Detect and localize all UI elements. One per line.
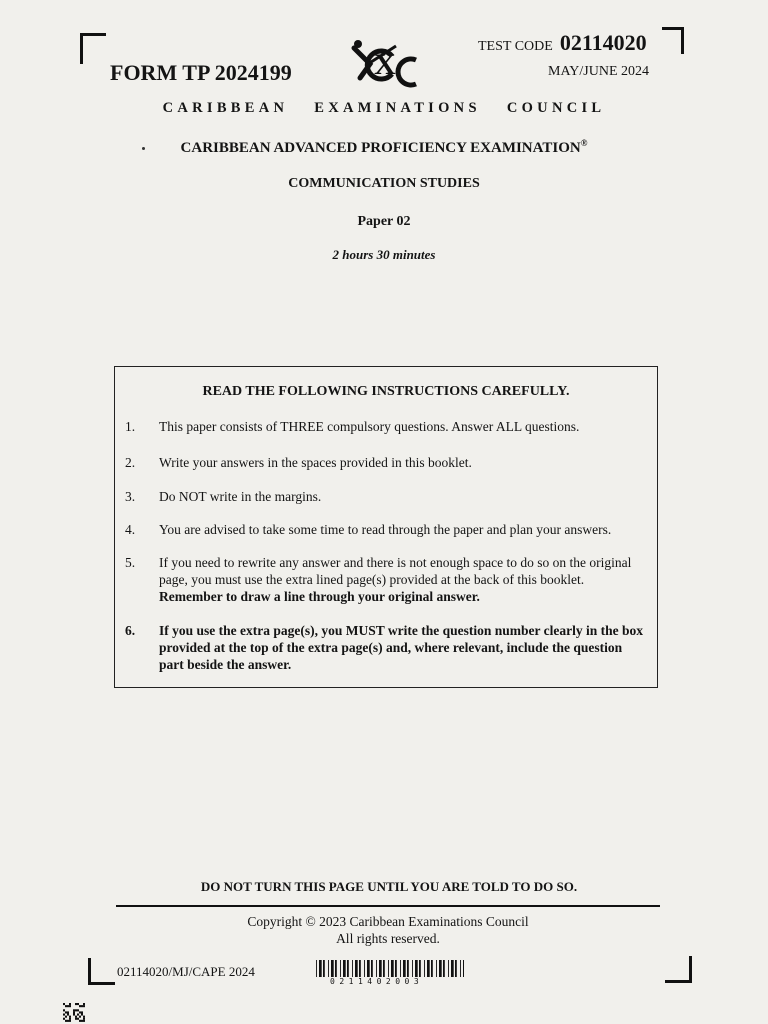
exam-session: MAY/JUNE 2024 [548, 64, 649, 79]
exam-duration: 2 hours 30 minutes [332, 247, 436, 262]
cxc-logo-icon [346, 34, 418, 90]
test-code-label: TEST CODE [478, 39, 553, 54]
subject-title: COMMUNICATION STUDIES [288, 176, 480, 191]
council-word: EXAMINATIONS [314, 100, 481, 116]
corner-mark-bottom-left [88, 958, 115, 985]
instruction-text: Do NOT write in the margins. [159, 489, 322, 504]
instruction-item [125, 554, 645, 605]
instruction-number: 2. [125, 455, 136, 470]
instruction-number: 4. [125, 522, 136, 537]
instruction-item [125, 454, 645, 471]
instruction-number: 3. [125, 489, 136, 504]
instruction-number: 1. [125, 419, 136, 434]
qr-code-icon [63, 1003, 87, 1024]
barcode-digits: 0211402003 [330, 977, 424, 986]
instruction-text: If you use the extra page(s), you MUST write the question number clearly in the box provided at the top of the extra page(s) and, where relevant, include the question part beside the answer. [159, 623, 643, 672]
instructions-heading: READ THE FOLLOWING INSTRUCTIONS CAREFULLY. [202, 384, 570, 399]
instruction-item [125, 418, 645, 435]
exam-name [0, 138, 768, 157]
do-not-turn-warning: DO NOT TURN THIS PAGE UNTIL YOU ARE TOLD TO DO SO. [200, 879, 578, 894]
copyright-line: Copyright © 2023 Caribbean Examinations Council [247, 914, 529, 929]
instruction-text: You are advised to take some time to read through the paper and plan your answers. [159, 522, 612, 537]
council-name [0, 100, 768, 117]
corner-mark-bottom-right [665, 956, 692, 983]
instruction-number: 6. [125, 623, 136, 638]
council-word: CARIBBEAN [162, 100, 289, 116]
registered-mark: ® [580, 138, 588, 148]
instruction-text: If you need to rewrite any answer and there is not enough space to do so on the original page, you must use the extra lined page(s) provided at the back of this booklet. [159, 555, 632, 587]
instruction-text: This paper consists of THREE compulsory questions. Answer ALL questions. [159, 419, 580, 434]
corner-mark-top-left [80, 33, 106, 64]
divider-rule [116, 905, 660, 907]
barcode-icon [316, 960, 464, 977]
test-code-number: 02114020 [559, 30, 647, 55]
instruction-item [125, 521, 645, 538]
instruction-text: Write your answers in the spaces provided in this booklet. [159, 455, 472, 470]
form-id: FORM TP 2024199 [110, 60, 292, 85]
test-code [478, 30, 647, 56]
copyright-notice [0, 913, 768, 947]
paper-code: 02114020/MJ/CAPE 2024 [117, 964, 255, 979]
paper-number: Paper 02 [357, 214, 411, 229]
instruction-number: 5. [125, 555, 136, 570]
instruction-emphasis: Remember to draw a line through your original answer. [159, 589, 480, 604]
instruction-item [125, 488, 645, 505]
exam-name-text: CARIBBEAN ADVANCED PROFICIENCY EXAMINATION [180, 140, 581, 156]
corner-mark-top-right [662, 27, 684, 54]
instruction-item [125, 622, 645, 673]
rights-line: All rights reserved. [336, 931, 440, 946]
svg-text:X: X [374, 48, 396, 81]
instruction-text-group [159, 554, 645, 605]
council-word: COUNCIL [506, 100, 606, 116]
instructions-box [114, 366, 658, 688]
